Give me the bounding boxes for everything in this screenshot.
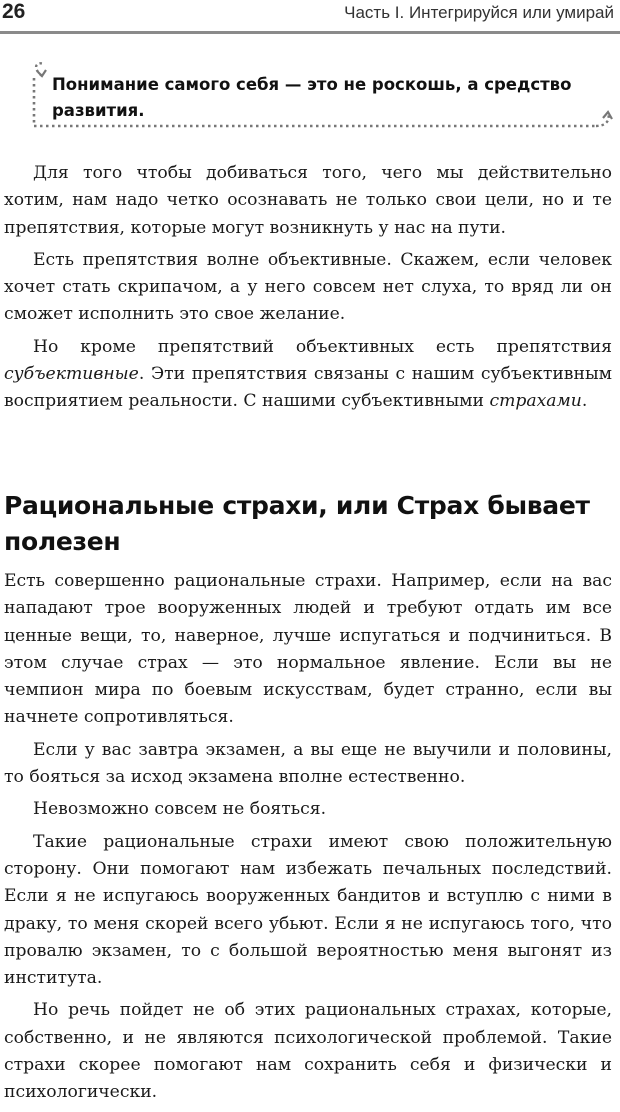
- page-header: [0, 0, 620, 34]
- paragraph: Есть препятствия волне объективные. Скажем, если человек хочет стать скрипачом, а у него совсем нет слуха, то вряд ли он сможет исполнить это свое желание.: [4, 249, 612, 325]
- text-run: .: [581, 391, 588, 412]
- section-intro: [4, 160, 612, 421]
- paragraph: Для того чтобы добиваться того, чего мы действительно хотим, нам надо четко осознавать не только свои цели, но и те препятствия, которые могут возникнуть у нас на пути.: [4, 163, 612, 238]
- paragraph: [4, 334, 612, 416]
- callout-text: Понимание самого себя — это не роскошь, а средство развития.: [52, 75, 572, 120]
- section-rational-fears: [4, 568, 612, 1112]
- paragraph: Такие рациональные страхи имеют свою положительную сторону. Они помогают нам избежать печальных последствий. Если я не испугаюсь вооруженных бандитов и вступлю с ними в драку, то меня скорей всего убьют. Если я не испугаюсь того, что провалю экзамен, то с большой вероятностью меня выгонят из института.: [4, 831, 612, 989]
- callout-box: [30, 62, 614, 130]
- emphasis-text: субъективные: [4, 364, 139, 385]
- paragraph: Но речь пойдет не об этих рациональных страхах, которые, собственно, и не являются психологической проблемой. Такие страхи скорее помогают нам сохранить себя и физически и психологически.: [4, 1000, 612, 1103]
- paragraph: Невозможно совсем не бояться.: [33, 799, 327, 820]
- page-number: 26: [2, 0, 26, 23]
- paragraph: Есть совершенно рациональные страхи. Например, если на вас нападают трое вооруженных людей и требуют отдать им все ценные вещи, то, наверное, лучше испугаться и подчиниться. В этом случае страх — это нормальное явление. Если вы не чемпион мира по боевым искусствам, будет странно, если вы начнете сопротивляться.: [4, 571, 612, 728]
- text-run: . Эти препятствия связаны с нашим субъективным восприятием реальности. С нашими субъективными: [4, 364, 612, 412]
- header-rule: [0, 31, 620, 34]
- text-run: Но кроме препятствий объективных есть препятствия: [33, 336, 612, 357]
- emphasis-text: страхами: [489, 391, 582, 412]
- section-heading: Рациональные страхи, или Страх бывает полезен: [4, 491, 590, 556]
- running-head: Часть I. Интегрируйся или умирай: [344, 3, 614, 22]
- paragraph: Если у вас завтра экзамен, а вы еще не выучили и половины, то бояться за исход экзамена вполне естественно.: [4, 739, 612, 788]
